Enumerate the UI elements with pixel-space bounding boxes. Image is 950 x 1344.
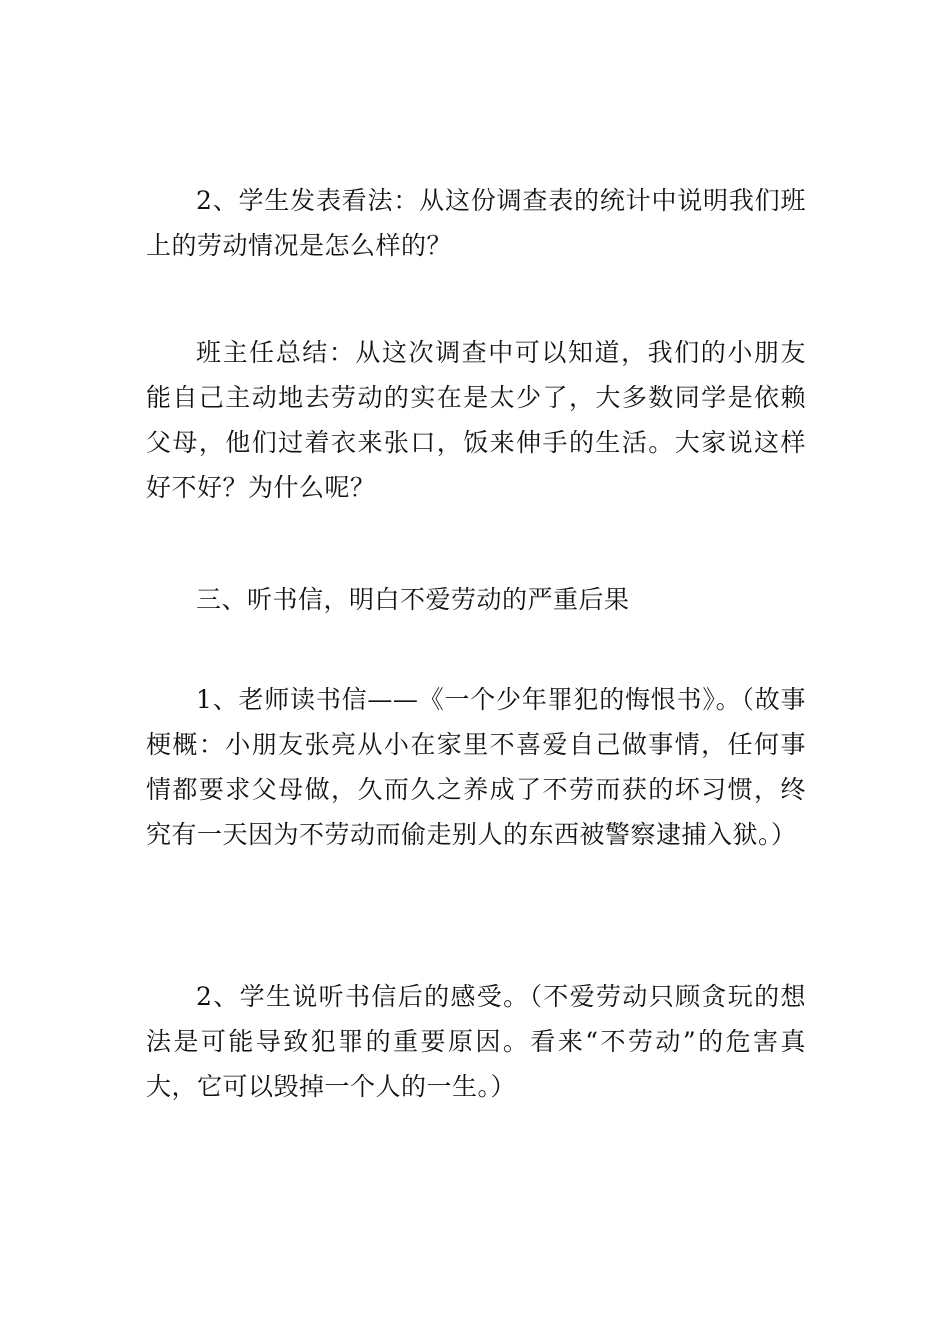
paragraph-teacher-summary: 班主任总结：从这次调查中可以知道，我们的小朋友能自己主动地去劳动的实在是太少了，大多数同学是依赖父母，他们过着衣来张口，饭来伸手的生活。大家说这样好不好？为什么呢？ (146, 338, 806, 502)
paragraph-student-opinion: 2、学生发表看法：从这份调查表的统计中说明我们班上的劳动情况是怎么样的？ (146, 186, 806, 260)
paragraph-student-feelings: 2、学生说听书信后的感受。（不爱劳动只顾贪玩的想法是可能导致犯罪的重要原因。看来“不劳动”的危害真大，它可以毁掉一个人的一生。） (146, 982, 806, 1101)
paragraph-teacher-reads-letter: 1、老师读书信——《一个少年罪犯的悔恨书》。（故事梗概：小朋友张亮从小在家里不喜爱自己做事情，任何事情都要求父母做，久而久之养成了不劳而获的坏习惯，终究有一天因为不劳动而偷走别人的东西被警察逮捕入狱。） (146, 685, 806, 849)
section-heading-letter: 三、听书信，明白不爱劳动的严重后果 (196, 585, 630, 614)
